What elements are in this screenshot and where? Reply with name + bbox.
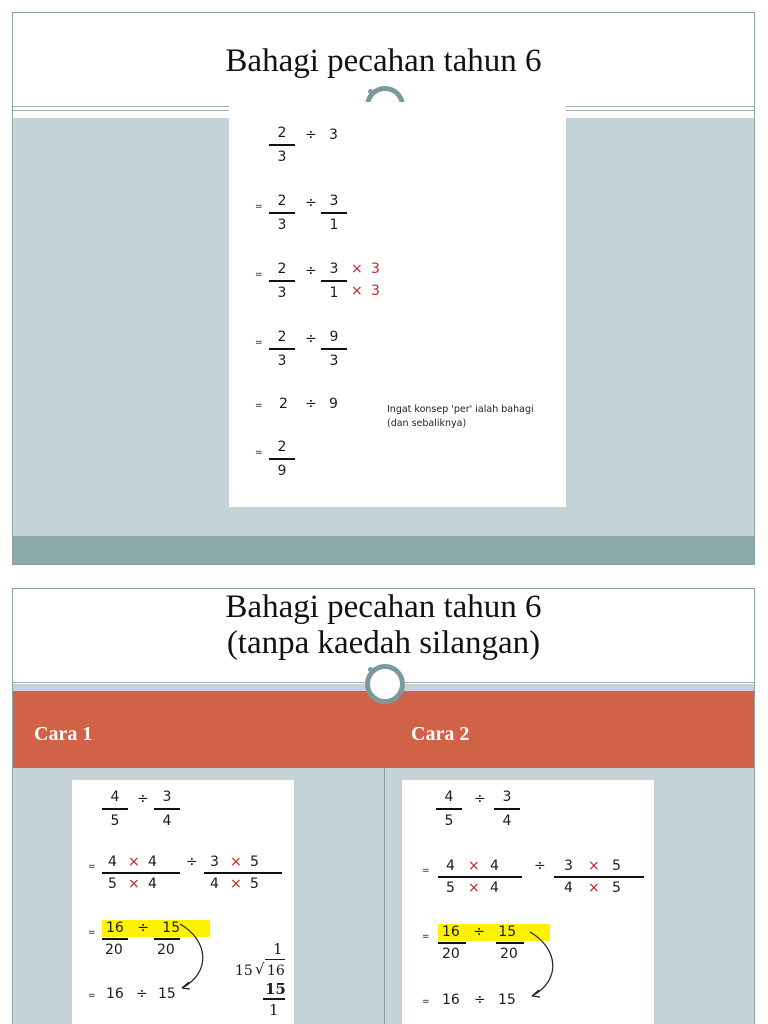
equals-sign: = xyxy=(88,991,96,1001)
multiplier: 5 xyxy=(250,854,259,870)
fraction-bar xyxy=(263,998,285,1000)
divisor: 15 xyxy=(235,963,253,979)
numerator: 15 xyxy=(162,920,181,936)
multiply-sign: × xyxy=(230,876,242,892)
worked-example-image xyxy=(229,102,566,507)
number: 2 xyxy=(279,396,288,412)
fraction-bar xyxy=(494,808,520,810)
multiplier: 3 xyxy=(371,283,380,299)
multiplier: 4 xyxy=(490,858,499,874)
divide-sign: ÷ xyxy=(534,858,546,874)
multiplier: 4 xyxy=(148,876,157,892)
fraction-bar xyxy=(102,808,128,810)
denominator: 1 xyxy=(329,217,339,233)
fraction-bar xyxy=(554,876,644,878)
fraction xyxy=(269,124,295,166)
denominator: 3 xyxy=(277,353,287,369)
numerator: 16 xyxy=(442,924,460,940)
denominator: 5 xyxy=(108,876,117,892)
numerator: 3 xyxy=(329,193,339,209)
multiplier: 3 xyxy=(371,261,380,277)
fraction-bar xyxy=(269,144,295,146)
fraction-bar xyxy=(154,808,180,810)
whole-number: 3 xyxy=(329,127,338,143)
denominator: 4 xyxy=(564,880,573,896)
fraction xyxy=(436,788,462,830)
decorative-dot-icon xyxy=(368,89,373,94)
equals-sign: = xyxy=(255,270,263,280)
denominator: 3 xyxy=(277,149,287,165)
slide-2 xyxy=(12,588,755,1024)
denominator: 1 xyxy=(269,1001,279,1019)
divide-sign: ÷ xyxy=(474,992,486,1008)
fraction xyxy=(321,192,347,234)
arrow-icon xyxy=(172,922,222,994)
denominator: 4 xyxy=(162,813,172,829)
multiply-sign: × xyxy=(468,880,480,896)
denominator: 5 xyxy=(446,880,455,896)
fraction-bar xyxy=(102,938,128,940)
fraction-bar xyxy=(321,212,347,214)
divide-sign: ÷ xyxy=(137,920,149,936)
denominator: 20 xyxy=(500,946,518,962)
decorative-dot-icon xyxy=(368,667,373,672)
equals-sign: = xyxy=(88,928,96,938)
numerator: 4 xyxy=(108,854,117,870)
numerator: 2 xyxy=(277,329,287,345)
numerator: 4 xyxy=(446,858,455,874)
column-heading-cara-1: Cara 1 xyxy=(34,723,93,745)
denominator: 3 xyxy=(277,285,287,301)
numerator: 4 xyxy=(444,789,454,805)
multiply-sign: × xyxy=(351,261,363,277)
denominator: 20 xyxy=(105,942,123,958)
fraction xyxy=(494,788,520,830)
note-line: Ingat konsep 'per' ialah bahagi xyxy=(387,404,534,415)
note-line: (dan sebaliknya) xyxy=(387,418,467,429)
denominator: 9 xyxy=(277,463,287,479)
multiply-sign: × xyxy=(351,283,363,299)
multiplier: 5 xyxy=(612,858,621,874)
radical-bar xyxy=(265,959,285,960)
denominator: 1 xyxy=(329,285,339,301)
fraction-bar xyxy=(438,942,466,944)
denominator: 3 xyxy=(277,217,287,233)
multiply-sign: × xyxy=(128,876,140,892)
numerator: 3 xyxy=(502,789,512,805)
multiplier: 4 xyxy=(148,854,157,870)
number: 15 xyxy=(158,986,176,1002)
denominator: 5 xyxy=(444,813,454,829)
equals-sign: = xyxy=(422,932,430,942)
denominator: 5 xyxy=(110,813,120,829)
multiplier: 5 xyxy=(250,876,259,892)
fraction xyxy=(321,328,347,370)
fraction-bar xyxy=(321,280,347,282)
fraction-bar xyxy=(321,348,347,350)
dividend: 16 xyxy=(267,963,285,979)
number: 16 xyxy=(106,986,124,1002)
slide-1-footer-band xyxy=(13,536,754,564)
divide-sign: ÷ xyxy=(305,331,317,347)
numerator: 2 xyxy=(277,125,287,141)
numerator: 15 xyxy=(265,980,286,998)
equals-sign: = xyxy=(255,202,263,212)
multiplier: 4 xyxy=(490,880,499,896)
fraction-bar xyxy=(269,348,295,350)
divide-sign: ÷ xyxy=(473,924,485,940)
slide-2-title-line-1: Bahagi pecahan tahun 6 xyxy=(225,589,542,625)
long-division-sketch xyxy=(235,941,295,1024)
slide-1-title: Bahagi pecahan tahun 6 xyxy=(225,43,542,79)
numerator: 16 xyxy=(106,920,124,936)
numerator: 15 xyxy=(498,924,517,940)
numerator: 3 xyxy=(329,261,339,277)
fraction xyxy=(154,788,180,830)
number: 9 xyxy=(329,396,338,412)
denominator: 20 xyxy=(442,946,460,962)
multiply-sign: × xyxy=(588,880,600,896)
fraction-bar xyxy=(436,808,462,810)
equals-sign: = xyxy=(255,401,263,411)
denominator: 20 xyxy=(157,942,175,958)
divide-sign: ÷ xyxy=(305,127,317,143)
cara-2-working-image xyxy=(402,780,654,1024)
fraction xyxy=(269,328,295,370)
divide-sign: ÷ xyxy=(305,396,317,412)
divide-sign: ÷ xyxy=(305,263,317,279)
equals-sign: = xyxy=(422,866,430,876)
denominator: 4 xyxy=(210,876,219,892)
divide-sign: ÷ xyxy=(186,854,198,870)
divide-sign: ÷ xyxy=(305,195,317,211)
numerator: 3 xyxy=(162,789,172,805)
fraction xyxy=(102,788,128,830)
radical-sign-icon: √ xyxy=(255,960,265,978)
equals-sign: = xyxy=(88,862,96,872)
fraction-bar xyxy=(438,876,522,878)
fraction-bar xyxy=(204,872,282,874)
multiply-sign: × xyxy=(588,858,600,874)
denominator: 4 xyxy=(502,813,512,829)
numerator: 2 xyxy=(277,439,287,455)
number: 16 xyxy=(442,992,460,1008)
slide-2-title-line-2: (tanpa kaedah silangan) xyxy=(226,625,541,661)
arrow-icon xyxy=(522,930,572,1002)
divide-sign: ÷ xyxy=(136,986,148,1002)
multiplier: 5 xyxy=(612,880,621,896)
fraction xyxy=(269,438,295,480)
fraction-bar xyxy=(269,458,295,460)
fraction-bar xyxy=(102,872,180,874)
numerator: 2 xyxy=(277,261,287,277)
numerator: 2 xyxy=(277,193,287,209)
equals-sign: = xyxy=(255,338,263,348)
slide-1 xyxy=(12,12,755,565)
column-heading-cara-2: Cara 2 xyxy=(411,723,470,745)
numerator: 4 xyxy=(110,789,120,805)
numerator: 9 xyxy=(329,329,339,345)
multiply-sign: × xyxy=(468,858,480,874)
column-divider xyxy=(384,768,385,1024)
divide-sign: ÷ xyxy=(137,791,149,807)
number: 15 xyxy=(498,992,516,1008)
fraction xyxy=(321,260,347,302)
fraction xyxy=(269,192,295,234)
numerator: 3 xyxy=(564,858,573,874)
multiply-sign: × xyxy=(128,854,140,870)
multiply-sign: × xyxy=(230,854,242,870)
fraction xyxy=(269,260,295,302)
fraction-bar xyxy=(269,212,295,214)
divide-sign: ÷ xyxy=(474,791,486,807)
equals-sign: = xyxy=(422,997,430,1007)
fraction-bar xyxy=(496,942,524,944)
numerator: 3 xyxy=(210,854,219,870)
equals-sign: = xyxy=(255,448,263,458)
fraction-bar xyxy=(269,280,295,282)
quotient: 1 xyxy=(273,940,283,958)
denominator: 3 xyxy=(329,353,339,369)
concept-note xyxy=(387,403,534,431)
